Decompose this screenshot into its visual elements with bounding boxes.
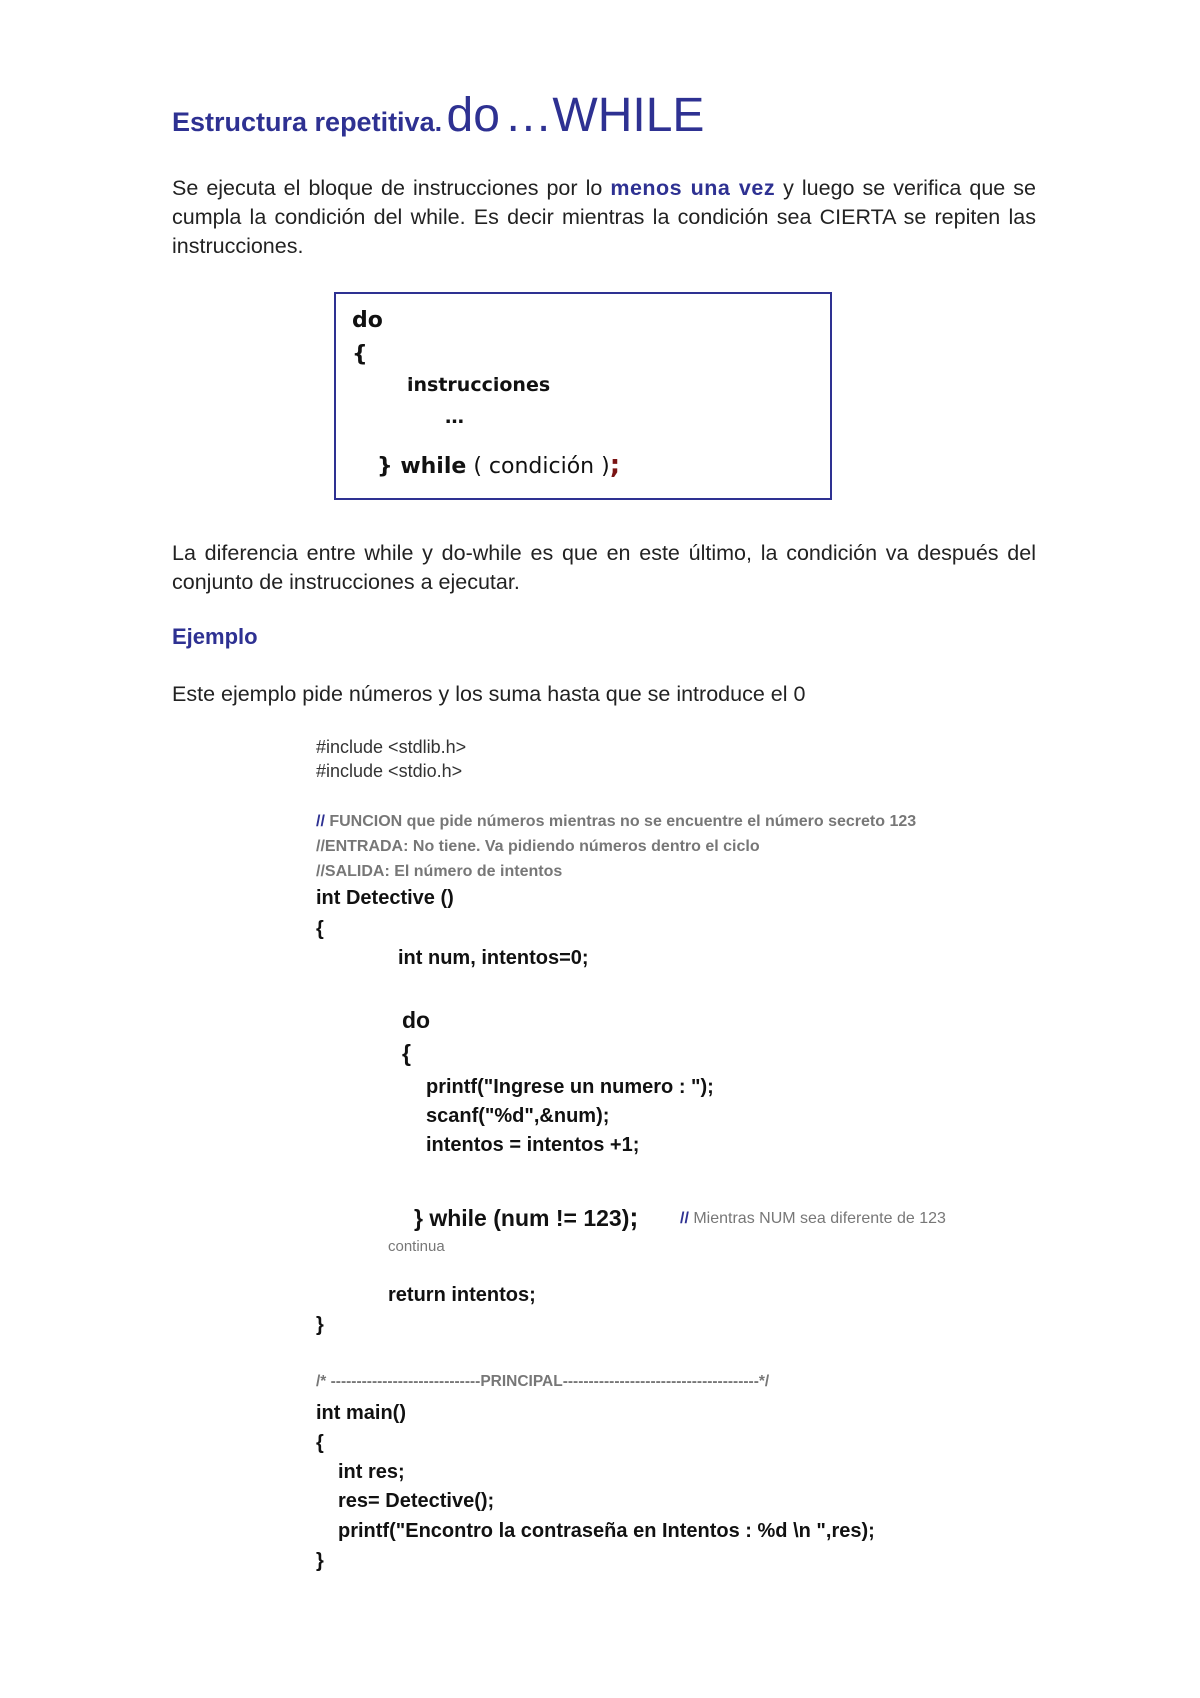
code-comment-1 <box>316 813 916 831</box>
syntax-condition: condición <box>488 454 595 479</box>
code-open-brace-2: { <box>402 1040 411 1066</box>
code-include-1: #include <stdlib.h> <box>316 737 467 757</box>
code-open-brace-1: { <box>316 918 324 940</box>
syntax-ellipsis: … <box>445 406 464 428</box>
syntax-paren-close: ) <box>601 454 610 479</box>
intro-before: Se ejecuta el bloque de instrucciones por lo <box>172 176 611 200</box>
code-func-signature: int Detective () <box>316 887 454 909</box>
code-comment-3: //SALIDA: El número de intentos <box>316 863 563 880</box>
code-close-brace-1: } <box>316 1314 324 1336</box>
title-part3: …WHILE <box>504 89 705 142</box>
code-return: return intentos; <box>388 1284 536 1306</box>
code-res-declaration: int res; <box>338 1461 405 1483</box>
code-printf-1: printf("Ingrese un numero : "); <box>426 1076 714 1098</box>
syntax-box <box>334 292 832 500</box>
code-close-brace-2: } <box>316 1550 324 1572</box>
code-principal-comment: /* -----------------------------PRINCIPAL--------------------------------------*/ <box>316 1373 770 1390</box>
code-while-semicolon: ; <box>629 1202 639 1232</box>
title-part1: Estructura repetitiva. <box>172 107 443 137</box>
code-include-2: #include <stdio.h> <box>316 761 463 781</box>
example-heading: Ejemplo <box>172 624 258 649</box>
syntax-open-brace: { <box>352 342 368 367</box>
intro-after: y luego se verifica que se cumpla la condición del while. Es decir mientras la condición sea CIERTA se repiten las instrucciones. <box>172 176 1036 258</box>
code-increment: intentos = intentos +1; <box>426 1134 640 1156</box>
syntax-close-line <box>377 450 620 480</box>
syntax-semicolon: ; <box>609 450 621 480</box>
syntax-close: } while <box>377 454 467 479</box>
comment-slash: // <box>316 813 325 830</box>
code-while-comment: // Mientras NUM sea diferente de 123 <box>680 1210 946 1227</box>
example-intro: Este ejemplo pide números y los suma hasta que se introduce el 0 <box>172 682 806 706</box>
code-main-signature: int main() <box>316 1402 406 1424</box>
code-while-comment-cont: continua <box>388 1238 445 1255</box>
code-while: } while (num != 123) <box>414 1205 630 1231</box>
difference-paragraph: La diferencia entre while y do-while es que en este último, la condición va después del conjunto de instrucciones a ejecutar. <box>172 541 1036 594</box>
comment-1-text: FUNCION que pide números mientras no se encuentre el número secreto 123 <box>324 813 917 830</box>
intro-paragraph <box>172 174 1036 261</box>
code-res-assign: res= Detective(); <box>338 1490 495 1512</box>
code-do: do <box>402 1007 431 1033</box>
code-comment-2: //ENTRADA: No tiene. Va pidiendo números dentro el ciclo <box>316 838 760 855</box>
syntax-do: do <box>352 308 383 333</box>
code-while-line <box>414 1202 638 1233</box>
code-printf-2: printf("Encontro la contraseña en Intentos : %d \n ",res); <box>338 1520 875 1542</box>
intro-highlight: menos una vez <box>610 176 776 200</box>
page-title <box>172 88 704 143</box>
syntax-body: instrucciones <box>407 374 551 396</box>
code-open-brace-3: { <box>316 1432 324 1454</box>
code-declaration: int num, intentos=0; <box>398 947 589 969</box>
title-part2: do <box>446 89 500 142</box>
code-scanf: scanf("%d",&num); <box>426 1105 610 1127</box>
syntax-paren-open: ( <box>473 454 482 479</box>
